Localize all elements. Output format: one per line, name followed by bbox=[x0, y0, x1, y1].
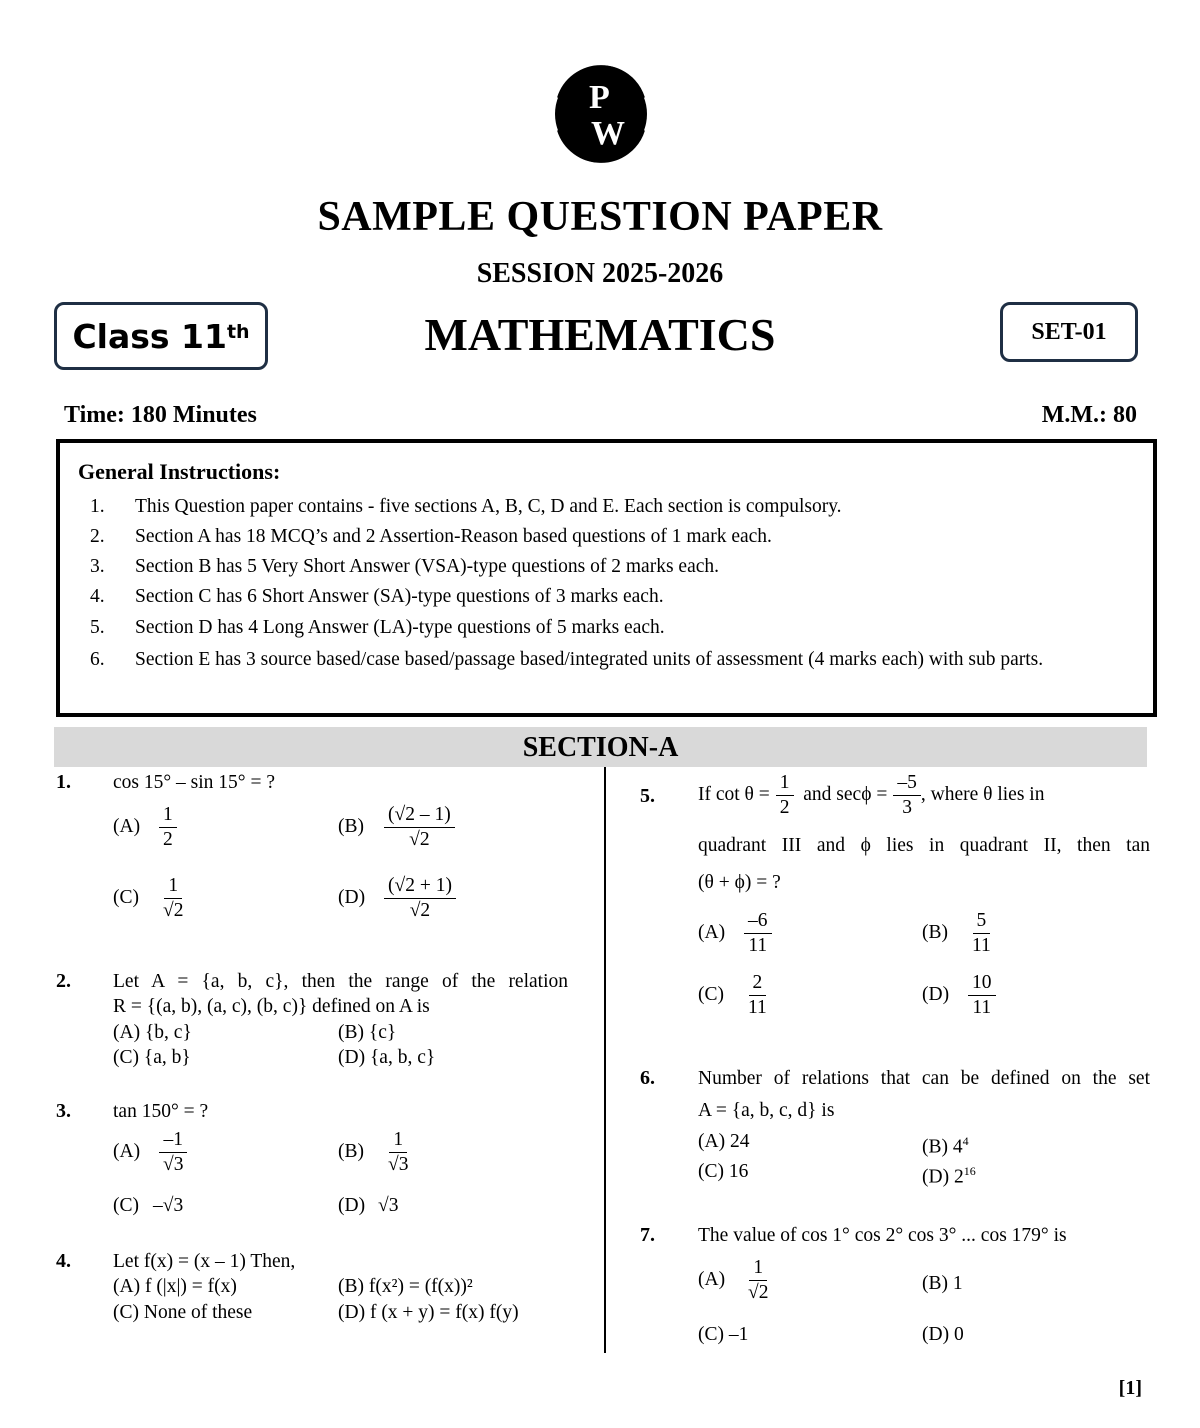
option-label: (A) bbox=[698, 921, 726, 943]
option-label: (B) bbox=[922, 921, 948, 943]
fraction bbox=[159, 874, 187, 923]
instruction-number: 6. bbox=[90, 649, 105, 670]
numerator: (√2 – 1) bbox=[384, 803, 455, 828]
paper-title: SAMPLE QUESTION PAPER bbox=[317, 194, 883, 240]
option-label: (A) bbox=[113, 1140, 141, 1162]
question-text: Let f(x) = (x – 1) Then, bbox=[113, 1251, 296, 1272]
option-c: (C) –1 bbox=[698, 1324, 749, 1345]
numerator: 1 bbox=[159, 803, 177, 828]
question-number: 6. bbox=[640, 1067, 655, 1089]
option-c: (C) None of these bbox=[113, 1302, 253, 1323]
option-a: (A) {b, c} bbox=[113, 1022, 192, 1043]
question-text: Number of relations that can be defined on the set bbox=[698, 1068, 1150, 1089]
option-value: √3 bbox=[378, 1195, 399, 1216]
option-b: (B) {c} bbox=[338, 1022, 397, 1043]
instruction-text: Section B has 5 Very Short Answer (VSA)-type questions of 2 marks each. bbox=[135, 556, 720, 577]
question-number: 5. bbox=[640, 785, 655, 807]
option-b bbox=[922, 909, 995, 958]
fraction bbox=[776, 771, 794, 820]
numerator: 1 bbox=[749, 1256, 767, 1281]
option-label: (D) bbox=[338, 1195, 366, 1216]
option-a bbox=[113, 803, 177, 852]
question-text: R = {(a, b), (a, c), (b, c)} defined on A is bbox=[113, 996, 430, 1017]
option-a bbox=[113, 1128, 187, 1177]
denominator: √2 bbox=[748, 1282, 769, 1303]
class-label: Class 11 bbox=[72, 316, 227, 356]
set-badge: SET-01 bbox=[1000, 302, 1138, 362]
denominator: 2 bbox=[779, 797, 790, 818]
numerator: 1 bbox=[164, 874, 182, 899]
option-label: (D) bbox=[338, 886, 366, 908]
fraction bbox=[968, 971, 996, 1020]
option-value: –√3 bbox=[153, 1195, 184, 1216]
text-part: , where θ lies in bbox=[920, 783, 1045, 805]
denominator: 11 bbox=[748, 935, 768, 956]
numerator: 1 bbox=[389, 1128, 407, 1153]
option-value: (B) 4 bbox=[922, 1136, 963, 1158]
question-text: Let A = {a, b, c}, then the range of the relation bbox=[113, 971, 568, 992]
option-label: (C) bbox=[698, 983, 724, 1005]
session-label: SESSION 2025-2026 bbox=[476, 258, 724, 289]
question-number: 7. bbox=[640, 1224, 655, 1246]
numerator: –5 bbox=[893, 771, 921, 796]
numerator: 2 bbox=[749, 971, 767, 996]
instruction-number: 3. bbox=[90, 556, 105, 577]
max-marks-label: M.M.: 80 bbox=[1041, 402, 1137, 428]
question-text: cos 15° – sin 15° = ? bbox=[113, 772, 275, 793]
pw-logo bbox=[545, 58, 657, 170]
option-d bbox=[338, 1193, 398, 1218]
superscript: 16 bbox=[963, 1164, 976, 1178]
option-c bbox=[113, 874, 187, 923]
option-b bbox=[338, 803, 455, 852]
option-d bbox=[338, 874, 456, 923]
fraction bbox=[744, 909, 772, 958]
superscript: 4 bbox=[962, 1134, 969, 1148]
denominator: √2 bbox=[409, 829, 430, 850]
section-a-heading: SECTION-A bbox=[54, 727, 1147, 767]
class-badge bbox=[54, 302, 268, 370]
question-number: 1. bbox=[56, 771, 71, 793]
time-label: Time: 180 Minutes bbox=[64, 402, 257, 428]
instruction-number: 5. bbox=[90, 617, 105, 638]
svg-text:W: W bbox=[591, 115, 625, 152]
question-text: tan 150° = ? bbox=[113, 1101, 209, 1122]
question-number: 3. bbox=[56, 1100, 71, 1122]
general-instructions-box bbox=[56, 439, 1157, 717]
fraction bbox=[159, 1128, 187, 1177]
option-b: (B) 1 bbox=[922, 1273, 963, 1294]
numerator: (√2 + 1) bbox=[384, 874, 456, 899]
option-label: (C) bbox=[113, 886, 139, 908]
instructions-heading: General Instructions: bbox=[78, 459, 281, 484]
text-part: If cot θ = bbox=[698, 783, 770, 805]
option-label: (C) bbox=[113, 1195, 139, 1216]
option-d bbox=[922, 1159, 976, 1190]
option-a: (A) 24 bbox=[698, 1131, 750, 1152]
question-text: (θ + ϕ) = ? bbox=[698, 872, 781, 893]
instruction-text: This Question paper contains - five sections A, B, C, D and E. Each section is compulsory. bbox=[135, 496, 842, 517]
instruction-number: 2. bbox=[90, 526, 105, 547]
fraction bbox=[893, 771, 921, 820]
numerator: 5 bbox=[973, 909, 991, 934]
question-text: quadrant III and ϕ lies in quadrant II, then tan bbox=[698, 835, 1150, 856]
option-b bbox=[338, 1128, 412, 1177]
denominator: 11 bbox=[972, 935, 991, 956]
option-d bbox=[922, 971, 996, 1020]
numerator: –1 bbox=[159, 1128, 187, 1153]
denominator: 3 bbox=[902, 797, 912, 818]
option-c bbox=[113, 1193, 183, 1218]
svg-text:P: P bbox=[589, 79, 610, 116]
option-label: (A) bbox=[698, 1268, 726, 1290]
fraction bbox=[384, 874, 456, 923]
option-label: (D) bbox=[922, 983, 950, 1005]
instruction-text: Section E has 3 source based/case based/passage based/integrated units of assessment (4 marks each) with sub parts. bbox=[135, 649, 1044, 670]
denominator: √3 bbox=[388, 1154, 409, 1175]
numerator: 10 bbox=[968, 971, 996, 996]
denominator: 2 bbox=[163, 829, 173, 850]
question-text: The value of cos 1° cos 2° cos 3° ... cos 179° is bbox=[698, 1225, 1067, 1246]
option-a bbox=[698, 1256, 772, 1305]
question-number: 2. bbox=[56, 970, 71, 992]
numerator: 1 bbox=[776, 771, 794, 796]
text-part: and secϕ = bbox=[803, 783, 888, 805]
option-label: (A) bbox=[113, 815, 141, 837]
option-d: (D) {a, b, c} bbox=[338, 1047, 436, 1068]
fraction bbox=[384, 1128, 412, 1177]
option-b: (B) f(x²) = (f(x))² bbox=[338, 1276, 473, 1297]
denominator: √2 bbox=[163, 900, 184, 921]
question-text: A = {a, b, c, d} is bbox=[698, 1100, 835, 1121]
option-a: (A) f (|x|) = f(x) bbox=[113, 1276, 237, 1297]
option-d: (D) 0 bbox=[922, 1324, 964, 1345]
option-c: (C) {a, b} bbox=[113, 1047, 191, 1068]
denominator: √2 bbox=[409, 900, 431, 921]
instruction-number: 4. bbox=[90, 586, 105, 607]
denominator: √3 bbox=[163, 1154, 184, 1175]
option-d: (D) f (x + y) = f(x) f(y) bbox=[338, 1302, 519, 1323]
fraction bbox=[159, 803, 177, 852]
fraction bbox=[968, 909, 995, 958]
instruction-text: Section A has 18 MCQ’s and 2 Assertion-Reason based questions of 1 mark each. bbox=[135, 526, 772, 547]
option-c: (C) 16 bbox=[698, 1161, 749, 1182]
fraction bbox=[384, 803, 455, 852]
instruction-text: Section C has 6 Short Answer (SA)-type questions of 3 marks each. bbox=[135, 586, 664, 607]
fraction bbox=[744, 971, 771, 1020]
option-label: (B) bbox=[338, 1140, 364, 1162]
option-a bbox=[698, 909, 772, 958]
denominator: 11 bbox=[748, 997, 767, 1018]
instruction-text: Section D has 4 Long Answer (LA)-type questions of 5 marks each. bbox=[135, 617, 665, 638]
class-sup: th bbox=[226, 321, 250, 343]
numerator: –6 bbox=[744, 909, 772, 934]
option-label: (B) bbox=[338, 815, 364, 837]
page-number: [1] bbox=[1118, 1377, 1142, 1399]
fraction bbox=[744, 1256, 772, 1305]
question-number: 4. bbox=[56, 1250, 71, 1272]
option-c bbox=[698, 971, 771, 1020]
question-text bbox=[698, 771, 1150, 820]
subject-title: MATHEMATICS bbox=[424, 309, 776, 360]
instruction-number: 1. bbox=[90, 496, 105, 517]
option-b bbox=[922, 1129, 969, 1160]
column-divider bbox=[604, 767, 606, 1353]
option-value: (D) 2 bbox=[922, 1166, 964, 1188]
denominator: 11 bbox=[972, 997, 992, 1018]
